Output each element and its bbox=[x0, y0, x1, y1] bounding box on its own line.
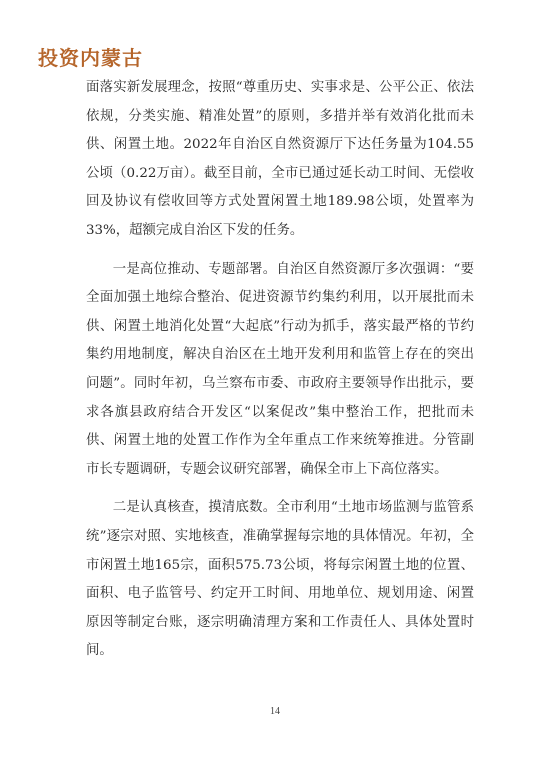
document-body bbox=[86, 74, 474, 666]
body-paragraph-3: 二是认真核查，摸清底数。全市利用“土地市场监测与监管系统”逐宗对照、实地核查，准确掌握每宗地的具体情况。年初，全市闲置土地165宗，面积575.73公顷，将每宗闲置土地的位置、面积、电子监管号、约定开工时间、用地单位、规划用途、闲置原因等制定台账，逐宗明确清理方案和工作责任人、具体处置时间。 bbox=[86, 500, 474, 659]
page-number: 14 bbox=[270, 706, 280, 717]
body-paragraph-1: 面落实新发展理念，按照“尊重历史、实事求是、公平公正、依法依规，分类实施、精准处置”的原则，多措并举有效消化批而未供、闲置土地。2022年自治区自然资源厅下达任务量为104.55公顷（0.22万亩）。截至目前，全市已通过延长动工时间、无偿收回及协议有偿收回等方式处置闲置土地189.98公顷，处置率为33%，超额完成自治区下发的任务。 bbox=[86, 80, 474, 238]
body-paragraph-2: 一是高位推动、专题部署。自治区自然资源厅多次强调：“要全面加强土地综合整治、促进资源节约集约利用，以开展批而未供、闲置土地消化处置“大起底”行动为抓手，落实最严格的节约集约用地制度，解决自治区在土地开发利用和监管上存在的突出问题”。同时年初，乌兰察布市委、市政府主要领导作出批示，要求各旗县政府结合开发区“以案促改”集中整治工作，把批而未供、闲置土地的处置工作作为全年重点工作来统筹推进。分管副市长专题调研，专题会议研究部署，确保全市上下高位落实。 bbox=[86, 261, 474, 477]
section-header-title: 投资内蒙古 bbox=[38, 46, 143, 70]
